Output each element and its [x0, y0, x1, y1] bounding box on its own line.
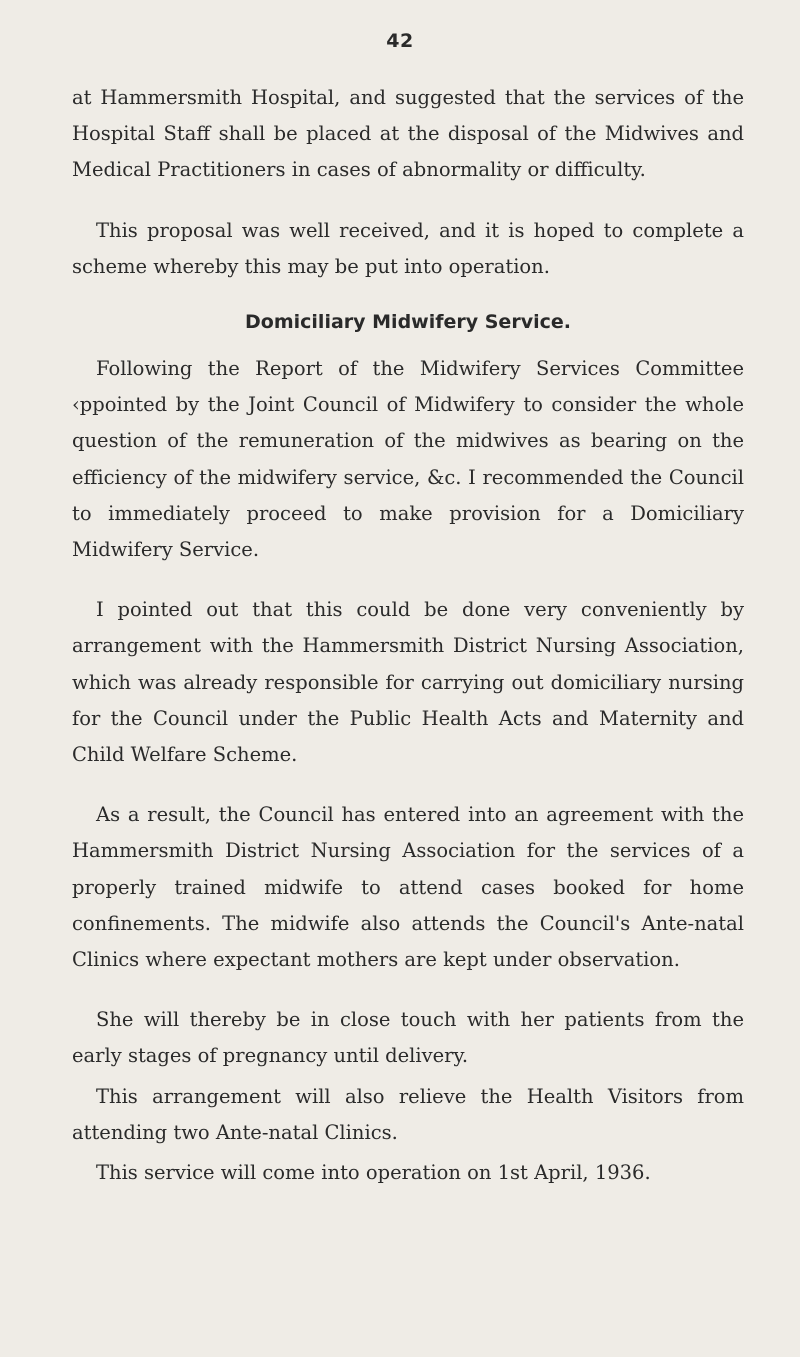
paragraph-arrangement: I pointed out that this could be done very conveniently by arrangement with the Hammersmith District Nursing Association, which was already responsible for carrying out domiciliary nursing for the Council under the Public Health Acts and Maternity and Child Welfare Scheme. [72, 598, 744, 767]
paragraph-operation-date: This service will come into operation on 1st April, 1936. [96, 1161, 651, 1185]
paragraph-proposal: This proposal was well received, and it is hoped to complete a scheme whereby this may be put into operation. [72, 218, 744, 278]
paragraph-hospital-services: at Hammersmith Hospital, and suggested that the services of the Hospital Staff shall be placed at the disposal of the Midwives and Medical Practitioners in cases of abnormality or difficulty. [72, 86, 744, 182]
section-heading: Domiciliary Midwifery Service. [245, 311, 571, 334]
paragraph-report: Following the Report of the Midwifery Services Committee ‹ppointed by the Joint Council of Midwifery to consider the whole question of the remuneration of the midwives as bearing on the efficiency of the midwifery service, &c. I recommended the Council to immediately proceed to make provision for a Domiciliary Midwifery Service. [72, 357, 744, 562]
page-number: 42 [386, 30, 414, 52]
paragraph-health-visitors: This arrangement will also relieve the Health Visitors from attending two Ante-natal Clinics. [72, 1084, 744, 1144]
document-body [72, 80, 744, 1191]
paragraph-agreement: As a result, the Council has entered into an agreement with the Hammersmith District Nursing Association for the services of a properly trained midwife to attend cases booked for home confinements. The midwife also attends the Council's Ante-natal Clinics where expectant mothers are kept under observation. [72, 803, 744, 972]
paragraph-patients: She will thereby be in close touch with her patients from the early stages of pregnancy until delivery. [72, 1008, 744, 1068]
